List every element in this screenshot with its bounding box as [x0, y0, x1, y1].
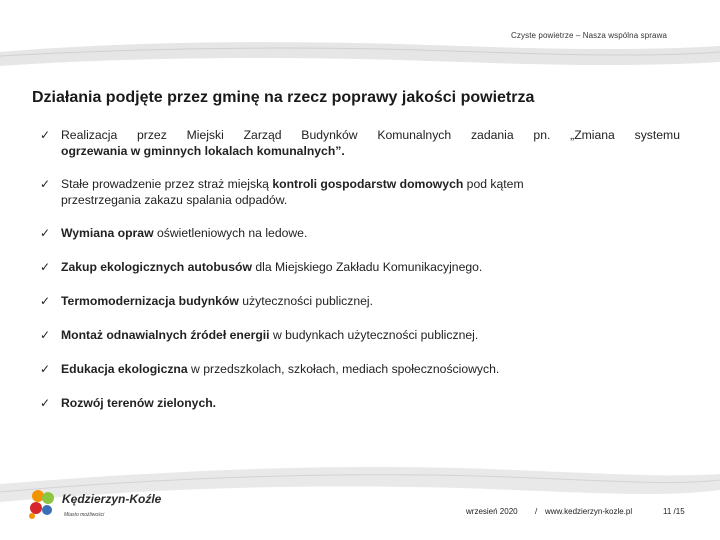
checkmark-icon: ✓: [40, 328, 51, 342]
checkmark-icon: ✓: [40, 177, 51, 191]
checkmark-icon: ✓: [40, 396, 51, 410]
bullet-text: [61, 293, 680, 309]
bullet-text-part: oświetleniowych na ledowe.: [153, 226, 308, 240]
logo-emblem-icon: [26, 486, 60, 522]
logo-name: Kędzierzyn-Koźle: [62, 492, 162, 506]
bullet-text: [61, 361, 680, 377]
city-logo: [26, 482, 176, 526]
slide-title: Działania podjęte przez gminę na rzecz poprawy jakości powietrza: [32, 89, 535, 106]
bullet-item: [40, 127, 680, 159]
bullet-text-part: dla Miejskiego Zakładu Komunikacyjnego.: [251, 260, 483, 274]
bullet-item: [40, 395, 680, 411]
bullet-item: [40, 176, 680, 208]
bullet-text: [61, 259, 680, 275]
bullet-list: [40, 127, 680, 411]
bullet-text-part: w przedszkolach, szkołach, mediach społecznościowych.: [187, 362, 500, 376]
checkmark-icon: ✓: [40, 362, 51, 376]
bullet-text: [61, 395, 680, 411]
header-tagline: Czyste powietrze – Nasza wspólna sprawa: [511, 31, 667, 40]
bullet-item: [40, 327, 680, 343]
bullet-text: [61, 176, 680, 208]
checkmark-icon: ✓: [40, 294, 51, 308]
bullet-text-part: użyteczności publicznej.: [238, 294, 374, 308]
footer-separator: /: [535, 507, 538, 516]
page-number: 11 /15: [663, 507, 685, 516]
bullet-text-bold: Termomodernizacja budynków: [61, 294, 239, 308]
bullet-text-part: Stałe prowadzenie przez straż miejską: [61, 177, 273, 191]
checkmark-icon: ✓: [40, 260, 51, 274]
bullet-text: [61, 225, 680, 241]
bullet-text: [61, 327, 680, 343]
bullet-item: [40, 361, 680, 377]
bullet-line: Realizacja przez Miejski Zarząd Budynków Komunalnych zadania pn. „Zmiana systemu: [61, 128, 680, 142]
top-wave-decoration: [0, 38, 720, 78]
bullet-line: przestrzegania zakazu spalania odpadów.: [61, 193, 288, 207]
bullet-text-bold: Wymiana opraw: [61, 226, 154, 240]
bullet-item: [40, 293, 680, 309]
bullet-text-bold: Edukacja ekologiczna: [61, 362, 188, 376]
bullet-text-part: w budynkach użyteczności publicznej.: [269, 328, 479, 342]
bullet-item: [40, 225, 680, 241]
bullet-text-bold: Zakup ekologicznych autobusów: [61, 260, 252, 274]
bullet-text-part: pod kątem: [463, 177, 524, 191]
footer-date: wrzesień 2020: [466, 507, 518, 516]
bullet-line: [61, 176, 680, 192]
bullet-text: [61, 127, 680, 159]
checkmark-icon: ✓: [40, 226, 51, 240]
bullet-line-bold: ogrzewania w gminnych lokalach komunalnych”.: [61, 144, 345, 158]
bullet-item: [40, 259, 680, 275]
bullet-text-bold: Montaż odnawialnych źródeł energii: [61, 328, 270, 342]
bullet-text-bold: kontroli gospodarstw domowych: [272, 177, 464, 191]
logo-subtitle: Miasto możliwości: [64, 512, 105, 518]
footer-url[interactable]: www.kedzierzyn-kozle.pl: [545, 507, 633, 516]
checkmark-icon: ✓: [40, 128, 51, 142]
bullet-text-bold: Rozwój terenów zielonych.: [61, 396, 217, 410]
